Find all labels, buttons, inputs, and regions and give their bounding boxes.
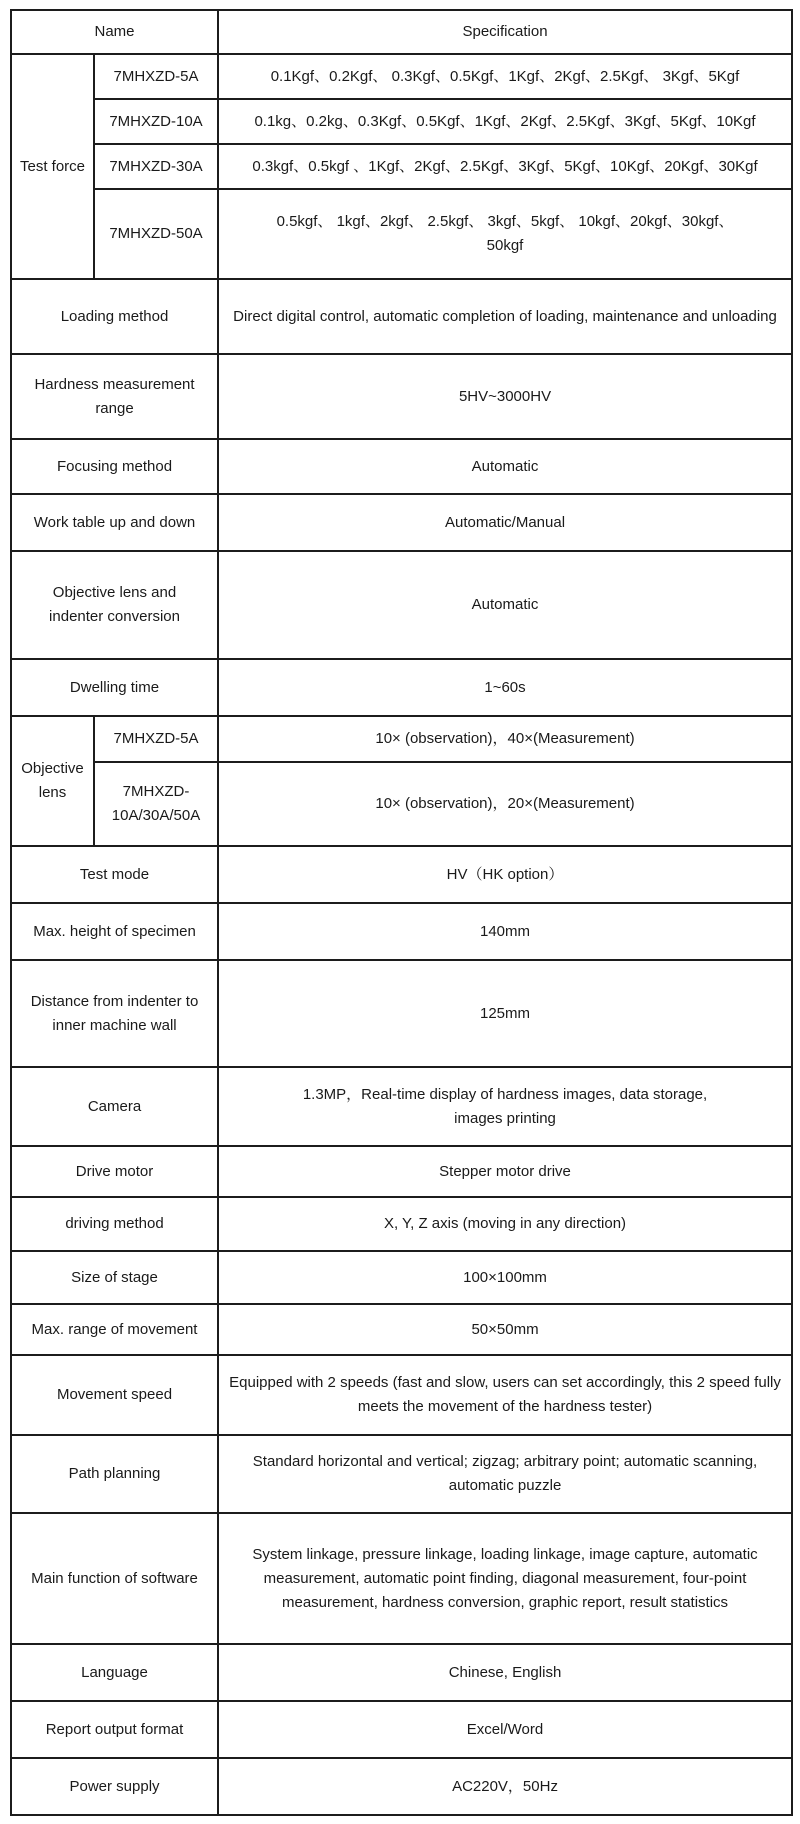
- name-cell-max-movement: Max. range of movement: [11, 1304, 218, 1355]
- table-row-language: [11, 1644, 792, 1701]
- spec-cell-test-force-10a: 0.1kg、0.2kg、0.3Kgf、0.5Kgf、1Kgf、2Kgf、2.5Kgf、3Kgf、5Kgf、10Kgf: [218, 99, 792, 144]
- spec-cell-movement-speed: Equipped with 2 speeds (fast and slow, users can set accordingly, this 2 speed fully meets the movement of the hardness tester): [218, 1355, 792, 1435]
- spec-cell-work-table: Automatic/Manual: [218, 494, 792, 551]
- table-row-test-force-50a: [11, 189, 792, 279]
- name-cell-max-height: Max. height of specimen: [11, 903, 218, 960]
- table-row-test-force-10a: [11, 99, 792, 144]
- table-row-driving-method: [11, 1197, 792, 1251]
- table-row-dwelling-time: [11, 659, 792, 716]
- spec-cell-hardness-range: 5HV~3000HV: [218, 354, 792, 439]
- table-row-objective-5a: [11, 716, 792, 762]
- header-specification-cell: Specification: [218, 10, 792, 54]
- name-cell-software: Main function of software: [11, 1513, 218, 1644]
- spec-cell-objective-10a-30a-50a: 10× (observation)，20×(Measurement): [218, 762, 792, 846]
- spec-cell-drive-motor: Stepper motor drive: [218, 1146, 792, 1197]
- header-name-cell: Name: [11, 10, 218, 54]
- table-row-hardness-range: [11, 354, 792, 439]
- table-row-work-table: [11, 494, 792, 551]
- name-cell-distance: Distance from indenter to inner machine wall: [11, 960, 218, 1067]
- spec-cell-dwelling-time: 1~60s: [218, 659, 792, 716]
- spec-cell-test-force-50a: 0.5kgf、 1kgf、2kgf、 2.5kgf、 3kgf、5kgf、 10kgf、20kgf、30kgf、 50kgf: [218, 189, 792, 279]
- spec-cell-language: Chinese, English: [218, 1644, 792, 1701]
- spec-cell-objective-5a: 10× (observation)，40×(Measurement): [218, 716, 792, 762]
- model-cell-7mhxzd-30a: 7MHXZD-30A: [94, 144, 218, 189]
- spec-cell-power-supply: AC220V，50Hz: [218, 1758, 792, 1815]
- spec-cell-camera: 1.3MP，Real-time display of hardness images, data storage, images printing: [218, 1067, 792, 1146]
- name-cell-driving-method: driving method: [11, 1197, 218, 1251]
- name-cell-stage-size: Size of stage: [11, 1251, 218, 1304]
- spec-cell-driving-method: X, Y, Z axis (moving in any direction): [218, 1197, 792, 1251]
- spec-cell-distance: 125mm: [218, 960, 792, 1067]
- name-cell-test-force: Test force: [11, 54, 94, 279]
- spec-cell-test-force-30a: 0.3kgf、0.5kgf 、1Kgf、2Kgf、2.5Kgf、3Kgf、5Kgf、10Kgf、20Kgf、30Kgf: [218, 144, 792, 189]
- name-cell-report-format: Report output format: [11, 1701, 218, 1758]
- table-row-focusing-method: [11, 439, 792, 494]
- name-cell-focusing-method: Focusing method: [11, 439, 218, 494]
- model-cell-objective-10a-30a-50a: 7MHXZD- 10A/30A/50A: [94, 762, 218, 846]
- name-cell-hardness-range: Hardness measurement range: [11, 354, 218, 439]
- name-cell-path-planning: Path planning: [11, 1435, 218, 1513]
- header-row: [11, 10, 792, 54]
- name-cell-dwelling-time: Dwelling time: [11, 659, 218, 716]
- name-cell-language: Language: [11, 1644, 218, 1701]
- spec-cell-test-force-5a: 0.1Kgf、0.2Kgf、 0.3Kgf、0.5Kgf、1Kgf、2Kgf、2.5Kgf、 3Kgf、5Kgf: [218, 54, 792, 99]
- table-row-distance: [11, 960, 792, 1067]
- table-row-camera: [11, 1067, 792, 1146]
- name-cell-objective-lens: Objective lens: [11, 716, 94, 846]
- table-row-loading-method: [11, 279, 792, 354]
- spec-cell-max-height: 140mm: [218, 903, 792, 960]
- spec-cell-stage-size: 100×100mm: [218, 1251, 792, 1304]
- table-row-movement-speed: [11, 1355, 792, 1435]
- name-cell-lens-conversion: Objective lens and indenter conversion: [11, 551, 218, 659]
- spec-cell-focusing-method: Automatic: [218, 439, 792, 494]
- name-cell-camera: Camera: [11, 1067, 218, 1146]
- table-row-stage-size: [11, 1251, 792, 1304]
- model-cell-7mhxzd-5a: 7MHXZD-5A: [94, 54, 218, 99]
- table-row-objective-10a-30a-50a: [11, 762, 792, 846]
- table-row-test-force-5a: [11, 54, 792, 99]
- table-row-path-planning: [11, 1435, 792, 1513]
- spec-cell-lens-conversion: Automatic: [218, 551, 792, 659]
- spec-cell-test-mode: HV（HK option）: [218, 846, 792, 903]
- table-row-power-supply: [11, 1758, 792, 1815]
- model-cell-objective-5a: 7MHXZD-5A: [94, 716, 218, 762]
- name-cell-test-mode: Test mode: [11, 846, 218, 903]
- model-cell-7mhxzd-50a: 7MHXZD-50A: [94, 189, 218, 279]
- table-row-max-movement: [11, 1304, 792, 1355]
- name-cell-drive-motor: Drive motor: [11, 1146, 218, 1197]
- table-row-test-mode: [11, 846, 792, 903]
- model-cell-7mhxzd-10a: 7MHXZD-10A: [94, 99, 218, 144]
- spec-cell-max-movement: 50×50mm: [218, 1304, 792, 1355]
- table-row-software: [11, 1513, 792, 1644]
- table-row-drive-motor: [11, 1146, 792, 1197]
- spec-cell-path-planning: Standard horizontal and vertical; zigzag; arbitrary point; automatic scanning, automatic puzzle: [218, 1435, 792, 1513]
- table-row-test-force-30a: [11, 144, 792, 189]
- specification-table: [10, 9, 793, 1816]
- name-cell-work-table: Work table up and down: [11, 494, 218, 551]
- name-cell-power-supply: Power supply: [11, 1758, 218, 1815]
- table-row-max-height: [11, 903, 792, 960]
- spec-cell-report-format: Excel/Word: [218, 1701, 792, 1758]
- table-row-report-format: [11, 1701, 792, 1758]
- name-cell-loading-method: Loading method: [11, 279, 218, 354]
- table-row-lens-conversion: [11, 551, 792, 659]
- spec-cell-software: System linkage, pressure linkage, loading linkage, image capture, automatic measurement, automatic point finding, diagonal measurement, four-point measurement, hardness conversion, graphic report, result statistics: [218, 1513, 792, 1644]
- spec-cell-loading-method: Direct digital control, automatic completion of loading, maintenance and unloading: [218, 279, 792, 354]
- name-cell-movement-speed: Movement speed: [11, 1355, 218, 1435]
